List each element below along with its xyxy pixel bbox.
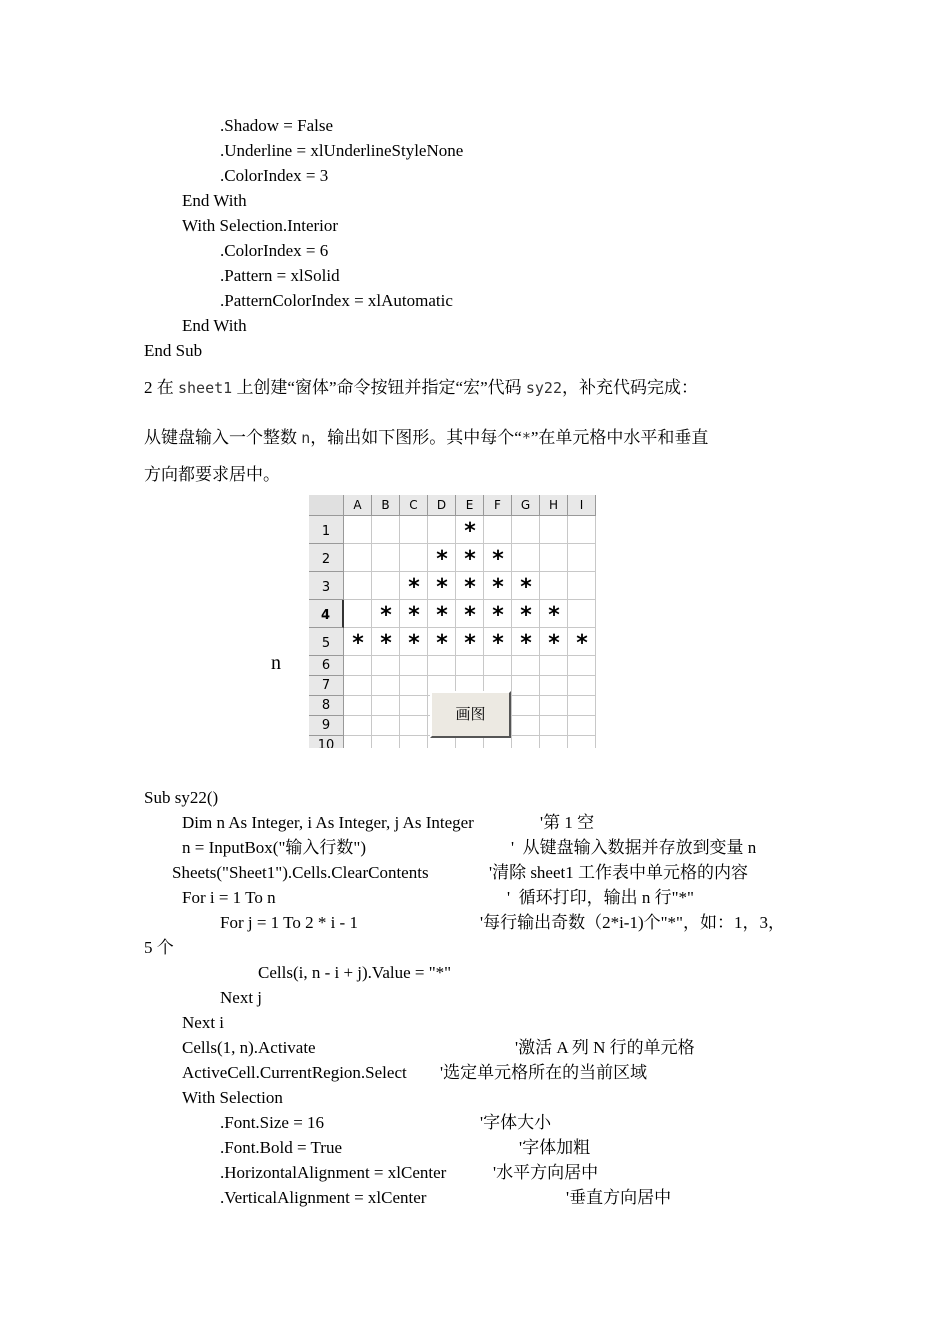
code-comment: '选定单元格所在的当前区域 (440, 1063, 648, 1082)
sheet-cell[interactable] (344, 516, 372, 544)
sheet-cell[interactable] (512, 544, 540, 572)
code-line: Dim n As Integer, i As Integer, j As Integer (182, 813, 474, 832)
star-mark: * (492, 547, 504, 572)
sheet-cell[interactable] (400, 696, 428, 716)
sheet-cell[interactable] (540, 716, 568, 736)
sheet-cell[interactable] (540, 656, 568, 676)
sheet-cell[interactable] (372, 736, 400, 748)
sheet-cell[interactable] (400, 656, 428, 676)
sheet-cell[interactable] (484, 516, 512, 544)
code-line: End With (182, 191, 247, 210)
code-comment: '第 1 空 (540, 813, 595, 832)
row-header[interactable]: 9 (309, 716, 344, 736)
sheet-cell[interactable] (568, 676, 596, 696)
code-line: .PatternColorIndex = xlAutomatic (220, 291, 453, 310)
sheet-cell[interactable] (400, 736, 428, 748)
code-line: .HorizontalAlignment = xlCenter (220, 1163, 447, 1182)
sheet-cell[interactable] (512, 696, 540, 716)
code-line: Next i (182, 1013, 225, 1032)
column-header[interactable]: B (372, 495, 400, 516)
row-header[interactable]: 7 (309, 676, 344, 696)
sheet-cell[interactable] (512, 716, 540, 736)
code-line: End With (182, 316, 247, 335)
task-line-1: 2 在 sheet1 上创建“窗体”命令按钮并指定“宏”代码 sy22，补充代码完成： (144, 378, 698, 397)
code-comment: '每行输出奇数（2*i-1)个"*"，如：1，3， (480, 913, 785, 932)
column-header[interactable]: I (568, 495, 596, 516)
sheet-cell[interactable] (400, 716, 428, 736)
code-line: n = InputBox("输入行数") (182, 838, 367, 857)
sheet-cell[interactable] (540, 544, 568, 572)
code-line: .Pattern = xlSolid (220, 266, 340, 285)
sheet-cell[interactable] (540, 676, 568, 696)
n-label: n (271, 652, 281, 674)
star-mark: * (492, 631, 504, 656)
code-line: .ColorIndex = 6 (220, 241, 329, 260)
code-line: With Selection (182, 1088, 283, 1107)
code-line: For i = 1 To n (182, 888, 276, 907)
column-header[interactable]: C (400, 495, 428, 516)
code-line: .Font.Size = 16 (220, 1113, 325, 1132)
code-line: For j = 1 To 2 * i - 1 (220, 913, 358, 932)
star-mark: * (408, 575, 420, 600)
code-line: Next j (220, 988, 263, 1007)
star-mark: * (464, 519, 476, 544)
code-comment: '水平方向居中 (493, 1163, 599, 1182)
star-mark: * (492, 575, 504, 600)
row-header[interactable]: 3 (309, 572, 344, 600)
star-mark: * (436, 547, 448, 572)
sheet-cell[interactable] (344, 736, 372, 748)
sheet-cell[interactable] (428, 656, 456, 676)
code-line: .ColorIndex = 3 (220, 166, 329, 185)
row-header[interactable]: 6 (309, 656, 344, 676)
sheet-cell[interactable] (372, 696, 400, 716)
row-header[interactable]: 1 (309, 516, 344, 544)
sheet-cell[interactable] (372, 516, 400, 544)
star-mark: * (548, 631, 560, 656)
sheet-cell[interactable] (568, 736, 596, 748)
star-mark: * (464, 547, 476, 572)
sheet-cell[interactable] (540, 736, 568, 748)
code-line: .Shadow = False (220, 116, 333, 135)
code-line: .VerticalAlignment = xlCenter (220, 1188, 427, 1207)
column-header[interactable]: A (344, 495, 372, 516)
star-mark: * (436, 631, 448, 656)
code-comment: ' 循环打印，输出 n 行"*" (507, 888, 694, 907)
star-mark: * (380, 603, 392, 628)
star-mark: * (576, 631, 588, 656)
sheet-cell[interactable] (344, 656, 372, 676)
sheet-corner (309, 495, 344, 516)
code-comment: ' 从键盘输入数据并存放到变量 n (511, 838, 757, 857)
sheet-cell[interactable] (512, 676, 540, 696)
sheet-cell[interactable] (372, 656, 400, 676)
code-line: .Underline = xlUnderlineStyleNone (220, 141, 464, 160)
star-mark: * (380, 631, 392, 656)
sheet-cell[interactable] (344, 676, 372, 696)
code-line: Cells(i, n - i + j).Value = "*" (258, 963, 452, 982)
code-line: End Sub (144, 341, 203, 360)
task-line-3: 方向都要求居中。 (144, 465, 280, 484)
sheet-cell[interactable] (372, 572, 400, 600)
row-header[interactable]: 2 (309, 544, 344, 572)
star-mark: * (548, 603, 560, 628)
sheet-cell[interactable] (568, 544, 596, 572)
sheet-cell[interactable] (540, 516, 568, 544)
sheet-cell[interactable] (400, 516, 428, 544)
column-header[interactable]: E (456, 495, 484, 516)
sheet-cell[interactable] (568, 656, 596, 676)
sheet-cell[interactable] (512, 736, 540, 748)
row-header[interactable]: 4 (309, 600, 344, 628)
sheet-cell[interactable] (344, 696, 372, 716)
column-header[interactable]: F (484, 495, 512, 516)
code-line: .Font.Bold = True (220, 1138, 343, 1157)
sheet-cell[interactable] (400, 544, 428, 572)
sheet-cell[interactable] (344, 600, 372, 628)
sheet-cell[interactable] (372, 716, 400, 736)
sheet-cell[interactable] (568, 696, 596, 716)
row-header[interactable]: 10 (309, 736, 344, 748)
star-mark: * (436, 575, 448, 600)
sheet-cell[interactable] (540, 696, 568, 716)
star-mark: * (464, 575, 476, 600)
code-comment: '清除 sheet1 工作表中单元格的内容 (489, 863, 748, 882)
sheet-cell[interactable] (568, 716, 596, 736)
column-header[interactable]: D (428, 495, 456, 516)
code-line: 5 个 (144, 938, 174, 957)
sheet-cell[interactable] (568, 600, 596, 628)
sheet-cell[interactable] (512, 516, 540, 544)
code-comment: '激活 A 列 N 行的单元格 (515, 1038, 695, 1057)
star-mark: * (520, 603, 532, 628)
code-line: Cells(1, n).Activate (182, 1038, 316, 1057)
sheet-cell[interactable] (400, 676, 428, 696)
task-line-2: 从键盘输入一个整数 n，输出如下图形。其中每个“*”在单元格中水平和垂直 (144, 428, 709, 447)
star-mark: * (492, 603, 504, 628)
sheet-cell[interactable] (372, 676, 400, 696)
code-comment: '垂直方向居中 (566, 1188, 672, 1207)
code-line: ActiveCell.CurrentRegion.Select (182, 1063, 407, 1082)
row-header[interactable]: 5 (309, 628, 344, 656)
sheet-cell[interactable] (344, 544, 372, 572)
star-mark: * (464, 631, 476, 656)
column-header[interactable]: H (540, 495, 568, 516)
star-mark: * (408, 603, 420, 628)
sheet-cell[interactable] (512, 656, 540, 676)
draw-button[interactable]: 画图 (430, 691, 511, 738)
sheet-cell[interactable] (456, 656, 484, 676)
sheet-cell[interactable] (344, 716, 372, 736)
sheet-cell[interactable] (568, 572, 596, 600)
row-header[interactable]: 8 (309, 696, 344, 716)
code-line: With Selection.Interior (182, 216, 339, 235)
code-line: Sub sy22() (144, 788, 219, 807)
sheet-cell[interactable] (372, 544, 400, 572)
star-mark: * (520, 575, 532, 600)
sheet-cell[interactable] (428, 516, 456, 544)
code-comment: '字体大小 (480, 1113, 552, 1132)
column-header[interactable]: G (512, 495, 540, 516)
star-mark: * (520, 631, 532, 656)
code-comment: '字体加粗 (519, 1138, 591, 1157)
star-mark: * (408, 631, 420, 656)
sheet-cell[interactable] (540, 572, 568, 600)
spreadsheet-figure (309, 495, 605, 748)
sheet-cell[interactable] (344, 572, 372, 600)
star-mark: * (436, 603, 448, 628)
code-line: Sheets("Sheet1").Cells.ClearContents (172, 863, 429, 882)
sheet-cell[interactable] (484, 656, 512, 676)
star-mark: * (352, 631, 364, 656)
star-mark: * (464, 603, 476, 628)
sheet-cell[interactable] (568, 516, 596, 544)
